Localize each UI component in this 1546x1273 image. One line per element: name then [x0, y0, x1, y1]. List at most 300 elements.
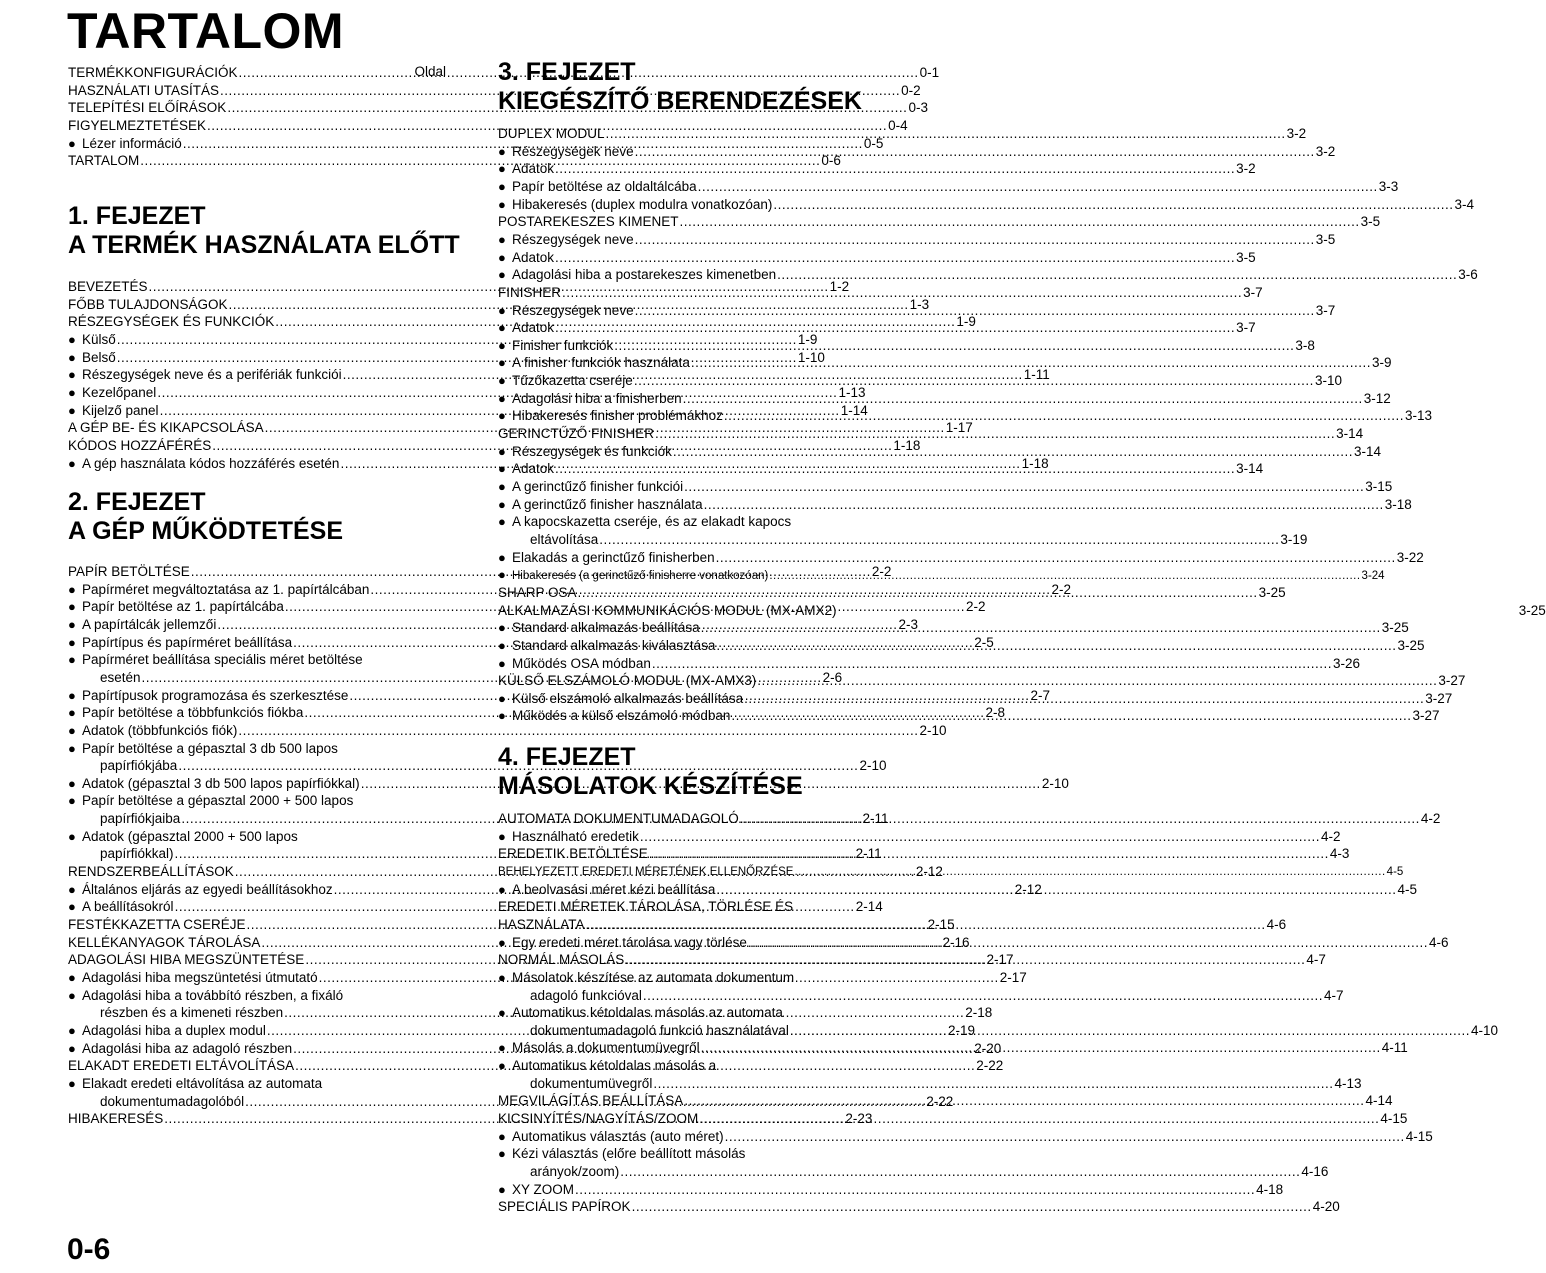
leader-dots — [699, 1111, 1379, 1127]
leader-dots — [586, 917, 1266, 933]
toc-entry — [68, 82, 921, 99]
chapter-title: A TERMÉK HASZNÁLATA ELŐTT — [68, 231, 460, 259]
toc-entry-page: 2-2 — [1051, 581, 1072, 597]
leader-dots — [724, 408, 1404, 424]
bullet-icon: ● — [498, 620, 506, 636]
toc-entry-label: KELLÉKANYAGOK TÁROLÁSA — [68, 934, 261, 950]
toc-entry-page: 3-26 — [1332, 655, 1360, 671]
toc-entry-label: KÓDOS HOZZÁFÉRÉS — [68, 437, 212, 453]
leader-dots — [555, 161, 1235, 177]
toc-entry-continuation — [498, 987, 1344, 1004]
toc-entry-page: 4-7 — [1306, 952, 1326, 968]
toc-entry-label: TARTALOM — [68, 153, 140, 169]
toc-entry-page: 2-11 — [862, 811, 889, 827]
bullet-icon: ● — [68, 1075, 76, 1091]
toc-entry-label: Használható eredetik — [512, 828, 639, 844]
bullet-icon: ● — [498, 1005, 506, 1021]
leader-dots — [684, 479, 1364, 495]
toc-entry-label: A finisher funkciók használata — [512, 355, 690, 371]
leader-dots — [716, 550, 1396, 566]
toc-entry-page: 4-15 — [1405, 1128, 1433, 1144]
leader-dots — [773, 197, 1453, 213]
toc-entry-label: Papír betöltése az 1. papírtálcába — [82, 599, 284, 615]
toc-entry — [498, 970, 876, 986]
toc-entry — [498, 196, 1475, 213]
toc-entry-label: BEVEZETÉS — [68, 279, 148, 294]
toc-entry-page: 0-6 — [821, 153, 841, 169]
page-column-header: Oldal — [414, 64, 446, 79]
bullet-icon: ● — [68, 705, 76, 721]
toc-entry-label-cont: eltávolítása — [530, 531, 599, 547]
toc-entry-label: Adagolási hiba az adagoló részben — [82, 1040, 293, 1056]
toc-entry-page: 3-9 — [1371, 355, 1392, 371]
toc-entry — [498, 828, 1341, 845]
toc-entry — [498, 479, 1393, 495]
toc-entry-label: A gerinctűző finisher használata — [512, 496, 703, 512]
toc-entry-label: Automatikus kétoldalas másolás az automata — [512, 1005, 783, 1021]
toc-entry-label-cont: papírfiókkal) — [100, 846, 174, 862]
toc-entry-label: A kapocskazetta cseréje, és az elakadt kapocs — [512, 514, 792, 530]
toc-entry-continuation — [498, 1164, 1329, 1180]
leader-dots — [716, 882, 1396, 898]
bullet-icon: ● — [498, 461, 506, 477]
toc-entry-page: 3-2 — [1286, 126, 1307, 141]
toc-entry-label-cont: részben és a kimeneti részben — [100, 1005, 284, 1021]
toc-entry-page: 2-15 — [927, 917, 955, 932]
toc-entry-label: Papír betöltése a gépasztal 2000 + 500 lapos — [82, 793, 354, 809]
bullet-icon: ● — [68, 740, 76, 756]
toc-entry-page: 4-18 — [1256, 1181, 1284, 1197]
toc-entry-label: ALKALMAZÁSI KOMMUNIKÁCIÓS MODUL (MX-AMX2) — [498, 602, 837, 618]
bullet-icon: ● — [498, 496, 506, 512]
leader-dots — [701, 620, 1381, 636]
bullet-icon: ● — [498, 231, 506, 247]
bullet-icon: ● — [68, 135, 76, 151]
toc-entry — [68, 722, 947, 739]
toc-entry-label: A GÉP BE- ÉS KIKAPCSOLÁSA — [68, 420, 264, 436]
leader-dots — [634, 373, 1314, 389]
toc-entry-page: 4-5 — [1386, 865, 1404, 878]
bullet-icon: ● — [498, 178, 506, 194]
leader-dots — [649, 846, 1329, 862]
toc-entry-page: 3-25 — [1381, 620, 1409, 636]
toc-entry-label: Adatok (többfunkciós fiók) — [82, 722, 238, 738]
leader-dots — [777, 267, 1457, 283]
chapter-number: 3. FEJEZET — [498, 58, 636, 86]
toc-entry-label: Részegységek és funkciók — [512, 443, 672, 459]
bullet-icon: ● — [498, 637, 506, 653]
toc-entry-page: 2-17 — [999, 969, 1027, 985]
toc-entry-page: 3-27 — [1438, 673, 1466, 689]
toc-entry-page: 0-1 — [919, 65, 940, 80]
toc-entry-label: Külső — [82, 331, 116, 347]
toc-entry-page: 1-14 — [840, 402, 868, 418]
toc-entry-label: Általános eljárás az egyedi beállításokhoz — [82, 881, 333, 897]
leader-dots — [620, 1164, 1300, 1180]
toc-entry-label: HIBAKERESÉS — [68, 1111, 164, 1127]
toc-entry — [68, 1076, 446, 1092]
toc-entry — [498, 673, 1466, 689]
toc-entry-page: 3-5 — [1236, 249, 1256, 265]
toc-entry-label: Papír betöltése az oldaltálcába — [512, 178, 697, 194]
leader-dots — [238, 723, 918, 739]
chapter-number: 1. FEJEZET — [68, 202, 206, 230]
toc-entry-label: Másolás a dokumentumüvegről — [512, 1040, 700, 1056]
chapter-title: MÁSOLATOK KÉSZÍTÉSE — [498, 772, 803, 800]
toc-entry-label: Kijelző panel — [82, 402, 159, 418]
toc-entry-label: Adagolási hiba megszüntetési útmutató — [82, 969, 318, 985]
bullet-icon: ● — [68, 687, 76, 703]
leader-dots — [748, 935, 1428, 951]
toc-entry — [498, 899, 876, 915]
toc-entry-label: EREDETIK BETÖLTÉSE — [498, 846, 648, 862]
toc-entry-label: A beállításokról — [82, 899, 174, 915]
toc-entry-label: A beolvasási méret kézi beállítása — [512, 881, 716, 897]
toc-entry-label: Adagolási hiba a postarekeszes kimenetben — [512, 267, 777, 283]
toc-entry-page: 3-13 — [1404, 408, 1433, 424]
toc-entry-page: 3-18 — [1384, 496, 1412, 512]
toc-entry — [498, 690, 1453, 707]
bullet-icon: ● — [68, 634, 76, 650]
toc-entry-page: 3-19 — [1280, 531, 1308, 547]
toc-entry — [498, 267, 1478, 283]
toc-entry-label: FINISHER — [498, 284, 562, 300]
toc-entry-page: 3-6 — [1458, 267, 1478, 283]
toc-entry-page: 4-6 — [1266, 916, 1287, 932]
bullet-icon: ● — [498, 373, 506, 389]
toc-entry-page: 3-7 — [1243, 284, 1263, 300]
chapter-number: 2. FEJEZET — [68, 488, 206, 516]
leader-dots — [555, 250, 1235, 266]
toc-entry-page: 2-8 — [985, 705, 1006, 721]
toc-entry-label: Kezelőpanel — [82, 384, 157, 400]
toc-entry-page: 3-14 — [1336, 426, 1364, 442]
bullet-icon: ● — [68, 1040, 76, 1056]
toc-entry — [498, 1199, 1340, 1215]
toc-entry — [498, 249, 1256, 266]
toc-entry — [498, 408, 1433, 424]
toc-entry — [498, 1181, 1284, 1198]
toc-entry-page: 1-11 — [1023, 367, 1050, 383]
toc-entry-label: Adatok — [512, 249, 555, 265]
leader-dots — [680, 214, 1360, 230]
toc-entry-page: 3-27 — [1425, 690, 1453, 706]
toc-entry-page: 3-3 — [1378, 178, 1399, 194]
toc-entry-page: 2-14 — [855, 899, 883, 915]
toc-entry-label: Adatok (gépasztal 2000 + 500 lapos — [82, 828, 298, 844]
toc-entry-page: 3-25 — [1397, 637, 1425, 653]
toc-entry-page: 1-2 — [829, 279, 850, 294]
toc-entry — [498, 549, 1424, 566]
toc-entry-page: 2-12 — [1014, 881, 1042, 897]
toc-entry-page: 4-16 — [1301, 1164, 1329, 1179]
leader-dots — [673, 444, 1353, 460]
toc-entry-label: Részegységek neve — [512, 302, 634, 318]
toc-entry-label: Külső elszámoló alkalmazás beállítása — [512, 690, 744, 706]
toc-entry-page: 1-18 — [893, 437, 921, 453]
toc-entry-label: Adagolási hiba a duplex modul — [82, 1022, 266, 1038]
bullet-icon: ● — [498, 514, 506, 530]
leader-dots — [555, 461, 1235, 477]
toc-entry-label-cont: adagoló funkcióval — [530, 987, 642, 1003]
toc-entry-page: 1-18 — [1021, 455, 1049, 471]
leader-dots — [635, 303, 1315, 319]
bullet-icon: ● — [498, 655, 506, 671]
toc-entry-page: 2-10 — [1041, 775, 1069, 791]
bullet-icon: ● — [498, 390, 506, 406]
toc-entry-label: Részegységek neve — [512, 231, 634, 247]
bullet-icon: ● — [498, 143, 506, 159]
toc-entry-page: 0-3 — [908, 100, 928, 116]
bullet-icon: ● — [68, 987, 76, 1003]
toc-entry-page: 4-2 — [1420, 811, 1441, 826]
toc-entry-page: 0-4 — [888, 117, 908, 133]
toc-entry-label: Papírméret beállítása speciális méret betöltése — [82, 652, 363, 668]
leader-dots — [655, 426, 1335, 442]
bullet-icon: ● — [498, 479, 506, 494]
leader-dots — [725, 1129, 1405, 1145]
bullet-icon: ● — [498, 690, 506, 706]
toc-entry-label: Egy eredeti méret tárolása vagy törlése — [512, 934, 747, 950]
toc-entry — [498, 637, 1425, 654]
toc-entry-label: Adatok — [512, 320, 555, 336]
toc-entry-label: Papírméret megváltoztatása az 1. papírtálcában — [82, 581, 370, 597]
bullet-icon: ● — [498, 969, 506, 985]
leader-dots — [578, 585, 1258, 601]
leader-dots — [575, 1182, 1255, 1198]
toc-entry-page: 1-10 — [797, 349, 825, 365]
toc-entry — [498, 846, 1350, 862]
toc-entry-label: Papír betöltése a többfunkciós fiókba — [82, 705, 304, 721]
toc-entry-label: SPECIÁLIS PAPÍROK — [498, 1199, 631, 1215]
toc-entry-page: 3-2 — [1315, 143, 1336, 159]
toc-entry-label: Belső — [82, 349, 116, 365]
toc-entry-label-cont: papírfiókjába — [100, 758, 178, 774]
toc-entry-label-cont: HASZNÁLATA — [498, 916, 585, 932]
toc-entry-label: HASZNÁLATI UTASÍTÁS — [68, 82, 220, 98]
toc-entry-page: 3-14 — [1353, 443, 1381, 459]
toc-entry-label: GERINCTŰZŐ FINISHER — [498, 426, 655, 442]
toc-entry-label: EREDETI MÉRETEK TÁROLÁSA, TÖRLÉSE ÉS — [498, 899, 794, 915]
bullet-icon: ● — [68, 793, 76, 809]
toc-entry-page: 4-13 — [1334, 1075, 1362, 1091]
toc-entry-page: 1-17 — [945, 420, 973, 436]
toc-entry-label: Adagolási hiba a továbbító részben, a fixáló — [82, 987, 344, 1003]
toc-entry-label: Automatikus kétoldalas másolás a — [512, 1058, 717, 1074]
toc-entry-page: 3-7 — [1315, 302, 1336, 318]
toc-entry-label-cont: arányok/zoom) — [530, 1164, 620, 1179]
toc-entry-label: RÉSZEGYSÉGEK ÉS FUNKCIÓK — [68, 314, 275, 330]
leader-dots — [653, 1076, 1333, 1092]
toc-entry-label: A gép használata kódos hozzáférés esetén — [82, 455, 340, 471]
leader-dots — [704, 497, 1384, 513]
page-number: 0-6 — [67, 1233, 111, 1266]
toc-entry-page: 3-7 — [1236, 320, 1256, 336]
toc-entry-page: 4-2 — [1320, 828, 1341, 844]
bullet-icon: ● — [498, 708, 506, 724]
bullet-icon: ● — [498, 161, 506, 177]
leader-dots — [794, 864, 1385, 880]
bullet-icon: ● — [498, 408, 506, 424]
bullet-icon: ● — [498, 828, 506, 844]
toc-entry-label: Elakadás a gerinctűző finisherben — [512, 549, 715, 565]
toc-entry-label-cont: dokumentumadagoló funkció használatával — [530, 1022, 789, 1038]
toc-entry-label: Hibakeresés (a gerinctűző finisherre vonatkozóan) — [512, 570, 769, 583]
bullet-icon: ● — [68, 331, 76, 347]
toc-entry-label: Másolatok készítése az automata dokumentum — [512, 969, 795, 985]
chapter-number: 4. FEJEZET — [498, 743, 636, 771]
leader-dots — [562, 285, 1242, 301]
toc-entry-label: NORMÁL MÁSOLÁS — [498, 952, 625, 968]
bullet-icon: ● — [68, 616, 76, 632]
leader-dots — [691, 355, 1371, 371]
bullet-icon: ● — [68, 881, 76, 897]
leader-dots — [769, 568, 1360, 584]
toc-entry-page: 3-5 — [1315, 231, 1336, 247]
toc-entry-label: Standard alkalmazás beállítása — [512, 620, 700, 636]
toc-entry-page: 3-5 — [1360, 214, 1381, 230]
toc-entry-label: Elakadt eredeti eltávolítása az automata — [82, 1075, 323, 1091]
toc-entry-label: Adagolási hiba a finisherben — [512, 390, 682, 406]
toc-entry-page: 2-10 — [919, 722, 947, 738]
bullet-icon: ● — [498, 320, 506, 336]
toc-entry — [498, 214, 1381, 230]
toc-entry-page: 4-7 — [1323, 987, 1344, 1003]
toc-entry — [498, 811, 1441, 827]
toc-entry-page: 3-27 — [1412, 708, 1440, 724]
toc-entry-label: ELAKADT EREDETI ELTÁVOLÍTÁSA — [68, 1058, 295, 1074]
toc-entry — [498, 1005, 876, 1021]
toc-entry-page: 0-5 — [863, 135, 884, 151]
toc-entry-page: 4-20 — [1312, 1199, 1340, 1215]
toc-entry — [498, 126, 1307, 142]
bullet-icon: ● — [68, 384, 76, 400]
leader-dots — [635, 232, 1315, 248]
bullet-icon: ● — [68, 652, 76, 668]
toc-entry-label: A gerinctűző finisher funkciói — [512, 479, 684, 494]
toc-entry-page: 2-12 — [915, 864, 943, 880]
toc-entry-label: ADAGOLÁSI HIBA MEGSZÜNTETÉSE — [68, 952, 305, 968]
toc-entry-label: MEGVILÁGÍTÁS BEÁLLÍTÁSA — [498, 1093, 684, 1109]
toc-entry — [498, 231, 1336, 248]
toc-entry-label: Hibakeresés (duplex modulra vonatkozóan) — [512, 196, 773, 212]
toc-entry — [498, 1058, 876, 1074]
toc-entry-label: XY ZOOM — [512, 1181, 575, 1197]
toc-entry-label: RENDSZERBEÁLLÍTÁSOK — [68, 864, 234, 880]
toc-entry-page: 1-13 — [838, 384, 866, 400]
bullet-icon: ● — [498, 355, 506, 371]
bullet-icon: ● — [498, 337, 506, 353]
toc-entry-page: 3-12 — [1363, 390, 1391, 406]
bullet-icon: ● — [498, 1146, 506, 1162]
toc-entry-label-cont: esetén — [100, 669, 141, 685]
toc-entry — [498, 496, 1412, 513]
bullet-icon: ● — [498, 567, 506, 583]
toc-entry-label: Hibakeresés finisher problémákhoz — [512, 408, 723, 424]
toc-entry-label: Működés a külső elszámoló módban — [512, 708, 731, 724]
toc-entry — [68, 988, 446, 1004]
toc-entry-label: SHARP OSA — [498, 584, 577, 600]
toc-entry-label: AUTOMATA DOKUMENTUMADAGOLÓ — [498, 811, 739, 826]
leader-dots — [635, 144, 1315, 160]
toc-entry-label: FŐBB TULAJDONSÁGOK — [68, 296, 228, 312]
leader-dots — [652, 656, 1332, 672]
bullet-icon: ● — [498, 549, 506, 565]
toc-entry — [498, 1146, 876, 1162]
toc-entry — [68, 652, 446, 668]
toc-entry — [498, 178, 1399, 195]
bullet-icon: ● — [498, 1128, 506, 1144]
toc-entry — [498, 161, 1256, 177]
toc-entry-label: KICSINYÍTÉS/NAGYÍTÁS/ZOOM — [498, 1111, 699, 1127]
leader-dots — [683, 391, 1363, 407]
toc-entry-label: POSTAREKESZES KIMENET — [498, 214, 679, 230]
toc-entry — [498, 337, 1315, 354]
toc-entry-page: 2-22 — [976, 1058, 1004, 1074]
page-title: TARTALOM — [67, 3, 345, 59]
toc-entry-label: Papír betöltése a gépasztal 3 db 500 lapos — [82, 740, 338, 756]
bullet-icon: ● — [498, 302, 506, 318]
toc-entry-label: Adatok — [512, 161, 555, 177]
leader-dots — [790, 1023, 1470, 1039]
toc-entry — [68, 741, 446, 757]
toc-entry-page: 2-18 — [965, 1005, 993, 1021]
toc-entry-page: 2-16 — [942, 934, 970, 950]
toc-entry-continuation — [68, 758, 887, 774]
chapter-title: A GÉP MŰKÖDTETÉSE — [68, 517, 344, 545]
bullet-icon: ● — [68, 599, 76, 615]
toc-entry-page: 1-9 — [956, 314, 976, 330]
bullet-icon: ● — [68, 722, 76, 738]
toc-entry-label: BEHELYEZETT EREDETI MÉRETÉNEK ELLENŐRZÉSE — [498, 865, 794, 878]
leader-dots — [632, 1199, 1312, 1215]
bullet-icon: ● — [68, 349, 76, 365]
toc-entry — [498, 655, 1360, 672]
toc-entry-page: 2-17 — [986, 952, 1014, 968]
chapter-title: KIEGÉSZÍTŐ BERENDEZÉSEK — [498, 87, 862, 115]
toc-entry-label: Papírtípus és papírméret beállítása — [82, 634, 293, 650]
toc-entry-page: 2-20 — [974, 1040, 1002, 1056]
bullet-icon: ● — [68, 828, 76, 844]
toc-entry-page: 1-9 — [797, 331, 818, 347]
toc-entry-page: 2-19 — [948, 1022, 976, 1038]
leader-dots — [640, 829, 1320, 845]
toc-entry-continuation — [498, 531, 1308, 548]
toc-entry-label: PAPÍR BETÖLTÉSE — [68, 564, 190, 579]
leader-dots — [716, 638, 1396, 654]
bullet-icon: ● — [68, 455, 76, 471]
toc-entry-page: 2-5 — [974, 634, 994, 650]
toc-entry-label: Adatok — [512, 461, 555, 477]
toc-entry-label: A papírtálcák jellemzői — [82, 616, 217, 632]
toc-entry-page: 3-14 — [1236, 461, 1264, 477]
toc-entry-label: Kézi választás (előre beállított másolás — [512, 1146, 746, 1162]
toc-entry-page: 3-10 — [1314, 373, 1342, 389]
toc-entry-label: Részegységek neve — [512, 143, 634, 159]
toc-entry-page: 2-7 — [1030, 687, 1051, 703]
toc-entry-label: TELEPÍTÉSI ELŐÍRÁSOK — [68, 100, 227, 116]
toc-entry-page: 3-15 — [1365, 479, 1393, 494]
toc-entry — [498, 390, 1391, 407]
bullet-icon: ● — [68, 402, 76, 418]
toc-entry-page: 4-5 — [1397, 881, 1417, 897]
toc-entry-page: 2-23 — [845, 1111, 873, 1127]
toc-entry — [498, 514, 876, 530]
toc-entry-page: 2-11 — [855, 846, 882, 862]
toc-entry-page: 4-6 — [1429, 934, 1449, 950]
leader-dots — [643, 988, 1323, 1004]
bullet-icon: ● — [498, 934, 506, 950]
